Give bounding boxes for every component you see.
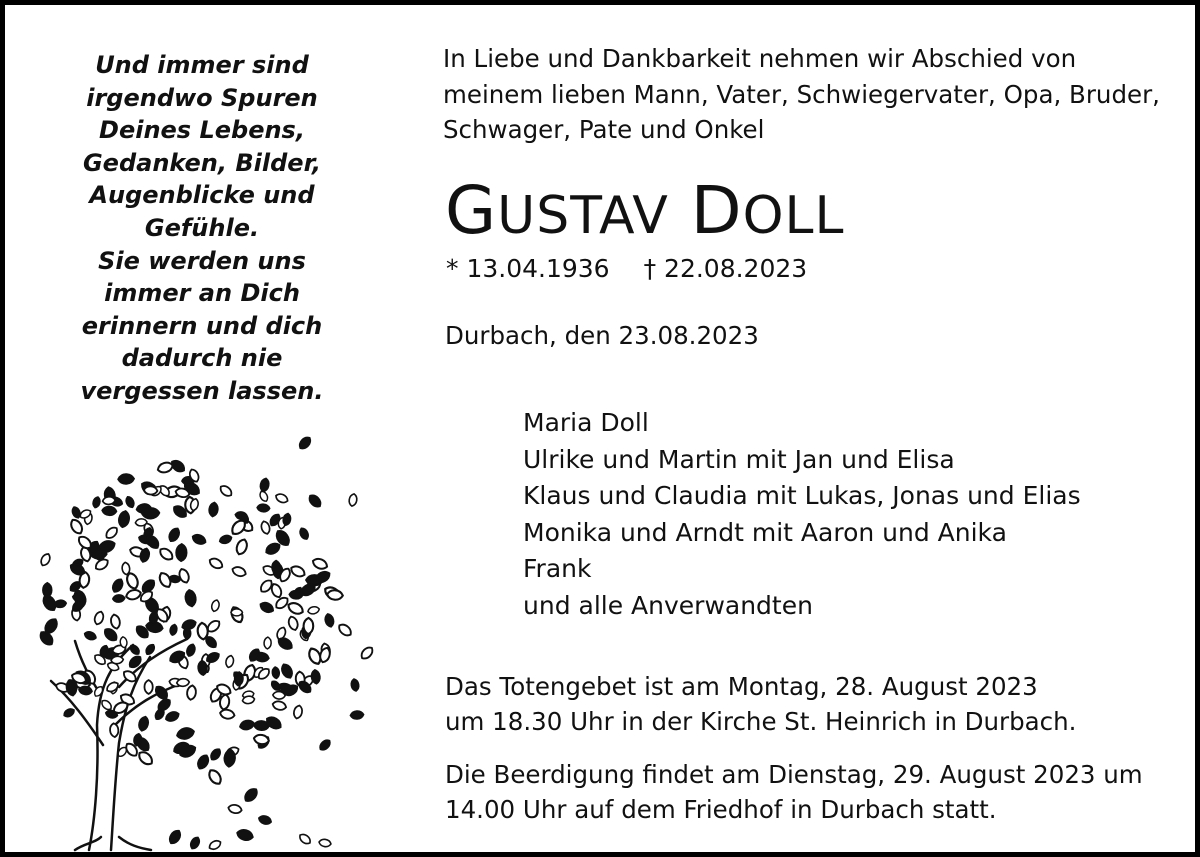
- leaf-mark: [209, 747, 223, 762]
- leaf-mark: [264, 541, 281, 556]
- leaf-mark: [272, 700, 287, 711]
- leaf-mark: [228, 804, 243, 815]
- leaf-mark: [272, 667, 280, 679]
- leaf-mark: [124, 495, 135, 509]
- leaf-mark: [311, 557, 329, 571]
- leaf-mark: [176, 727, 195, 741]
- leaf-mark: [153, 684, 170, 701]
- verse-line: irgendwo Spuren: [86, 83, 318, 112]
- name-smallcaps: USTAV: [497, 186, 669, 246]
- mourner-line: Ulrike und Martin mit Jan und Elisa: [523, 444, 955, 474]
- verse-line: erinnern und dich: [81, 311, 323, 340]
- birth-date: * 13.04.1936: [446, 254, 610, 283]
- verse-line: Gedanken, Bilder,: [82, 148, 321, 177]
- leaf-mark: [191, 533, 207, 546]
- leaf-mark: [274, 492, 289, 504]
- name-initial: D: [690, 172, 743, 249]
- leaf-mark: [219, 709, 235, 720]
- tree-illustration: [15, 425, 385, 855]
- leaf-mark: [298, 527, 310, 541]
- leaf-mark: [208, 839, 223, 851]
- leaf-mark: [128, 643, 141, 656]
- leaf-mark: [210, 599, 220, 612]
- verse-line: dadurch nie: [121, 344, 283, 373]
- leaf-mark: [196, 753, 211, 770]
- leaf-mark: [219, 534, 233, 545]
- leaf-mark: [185, 643, 196, 657]
- leaf-mark: [197, 622, 208, 639]
- leaf-mark: [118, 474, 134, 484]
- verse-line: Augenblicke und: [89, 181, 315, 210]
- leaf-mark: [280, 662, 295, 679]
- leaf-mark: [144, 486, 158, 495]
- leaf-mark: [111, 577, 125, 593]
- leaf-mark: [318, 838, 331, 847]
- leaf-mark: [258, 490, 269, 503]
- leaf-mark: [111, 656, 124, 664]
- leaf-mark: [327, 590, 343, 600]
- verse-line: Deines Lebens,: [99, 116, 305, 145]
- leaf-mark: [164, 710, 180, 723]
- mourner-line: Maria Doll: [523, 408, 649, 437]
- leaf-mark: [293, 705, 304, 720]
- leaf-mark: [307, 493, 323, 509]
- leaf-mark: [39, 552, 52, 567]
- leaf-mark: [287, 615, 299, 631]
- leaf-mark: [350, 678, 359, 691]
- leaf-mark: [231, 609, 243, 616]
- leaf-mark: [260, 520, 271, 535]
- leaf-mark: [234, 672, 243, 686]
- verse-line: immer an Dich: [104, 279, 300, 308]
- prayer-line: um 18.30 Uhr in der Kirche St. Heinrich in Durbach.: [445, 707, 1077, 736]
- leaf-mark: [258, 814, 272, 825]
- leaf-mark: [218, 484, 233, 499]
- leaf-mark: [348, 493, 358, 507]
- name-initial: G: [445, 172, 498, 249]
- farewell-intro: [443, 41, 1163, 148]
- leaf-mark: [83, 630, 97, 641]
- leaf-mark: [264, 637, 272, 649]
- leaf-mark: [225, 655, 235, 669]
- life-dates: [446, 253, 807, 285]
- funeral-line: 14.00 Uhr auf dem Friedhof in Durbach statt.: [445, 795, 997, 824]
- leaf-mark: [350, 711, 364, 720]
- leaf-mark: [289, 564, 306, 579]
- leaf-mark: [324, 613, 335, 628]
- prayer-service-info: [445, 669, 1076, 739]
- leaf-mark: [318, 738, 332, 752]
- leaf-mark: [167, 828, 182, 845]
- verse-line: Und immer sind: [95, 51, 309, 79]
- leaf-mark: [135, 518, 147, 526]
- leaf-mark: [208, 502, 218, 517]
- verse-line: Sie werden uns: [98, 246, 306, 275]
- place-and-date: Durbach, den 23.08.2023: [445, 321, 759, 350]
- leaf-mark: [93, 610, 105, 625]
- mourner-line: Klaus und Claudia mit Lukas, Jonas und Elias: [523, 481, 1081, 511]
- mourners-list: [523, 405, 1081, 625]
- mourner-line: und alle Anverwandten: [523, 590, 813, 620]
- leaf-mark: [167, 526, 181, 543]
- death-date: † 22.08.2023: [643, 254, 808, 283]
- deceased-name: [445, 171, 844, 256]
- leaf-mark: [41, 593, 58, 612]
- leaf-mark: [229, 518, 248, 537]
- leaf-mark: [104, 525, 120, 540]
- leaf-mark: [79, 686, 93, 695]
- leaf-mark: [303, 618, 313, 634]
- leaf-mark: [189, 836, 202, 851]
- leaf-mark: [243, 786, 260, 803]
- leaf-mark: [125, 589, 142, 601]
- leaves-group: [38, 435, 375, 851]
- leaf-mark: [273, 691, 286, 699]
- intro-line: In Liebe und Dankbarkeit nehmen wir Abschied von: [443, 44, 1077, 73]
- verse-line: Gefühle.: [144, 213, 260, 242]
- leaf-mark: [62, 707, 75, 719]
- leaf-mark: [259, 600, 275, 614]
- leaf-mark: [100, 698, 113, 711]
- leaf-mark: [102, 506, 117, 515]
- leaf-mark: [144, 680, 152, 694]
- leaf-mark: [144, 643, 156, 656]
- leaf-mark: [298, 832, 313, 846]
- leaf-mark: [102, 496, 115, 505]
- intro-line: meinem lieben Mann, Vater, Schwiegervater, Opa, Bruder,: [443, 79, 1160, 109]
- leaf-mark: [208, 556, 224, 570]
- leaf-mark: [109, 723, 118, 737]
- leaf-mark: [176, 678, 189, 686]
- leaf-mark: [235, 538, 250, 556]
- leaf-mark: [118, 510, 131, 528]
- leaf-mark: [136, 749, 154, 767]
- funeral-line: Die Beerdigung findet am Dienstag, 29. August 2023 um: [445, 760, 1143, 789]
- tree-trunk: [51, 639, 187, 850]
- leaf-mark: [142, 508, 159, 519]
- name-smallcaps: OLL: [742, 186, 845, 246]
- leaf-mark: [110, 614, 121, 630]
- leaf-mark: [176, 544, 187, 561]
- leaf-mark: [105, 680, 120, 693]
- leaf-mark: [307, 606, 320, 615]
- leaf-mark: [69, 518, 85, 536]
- leaf-mark: [239, 719, 255, 731]
- leaf-mark: [158, 546, 175, 562]
- intro-line: Schwager, Pate und Onkel: [443, 115, 765, 144]
- leaf-mark: [231, 565, 247, 578]
- leaf-mark: [169, 458, 186, 474]
- leaf-mark: [257, 504, 270, 512]
- funeral-info: [445, 757, 1143, 827]
- leaf-mark: [181, 618, 197, 631]
- leaf-mark: [282, 513, 291, 526]
- leaf-mark: [138, 716, 150, 732]
- leaf-mark: [297, 435, 312, 451]
- leaf-mark: [113, 594, 125, 602]
- leaf-mark: [236, 828, 254, 841]
- prayer-line: Das Totengebet ist am Montag, 28. August 2023: [445, 672, 1038, 701]
- leaf-mark: [184, 589, 196, 607]
- leaf-mark: [92, 496, 101, 508]
- leaf-mark: [259, 478, 270, 493]
- mourner-line: Frank: [523, 554, 592, 584]
- memorial-verse: [49, 49, 355, 408]
- leaf-mark: [274, 595, 290, 610]
- verse-line: vergessen lassen.: [80, 376, 324, 405]
- leaf-mark: [76, 534, 93, 551]
- leaf-mark: [224, 749, 236, 767]
- leaf-mark: [186, 685, 197, 701]
- leaf-mark: [169, 624, 178, 636]
- leaf-mark: [337, 622, 354, 638]
- leaf-mark: [286, 601, 304, 617]
- mourner-line: Monika und Arndt mit Aaron und Anika: [523, 517, 1007, 547]
- leaf-mark: [253, 734, 270, 746]
- leaf-mark: [206, 768, 223, 787]
- leaf-mark: [359, 645, 375, 661]
